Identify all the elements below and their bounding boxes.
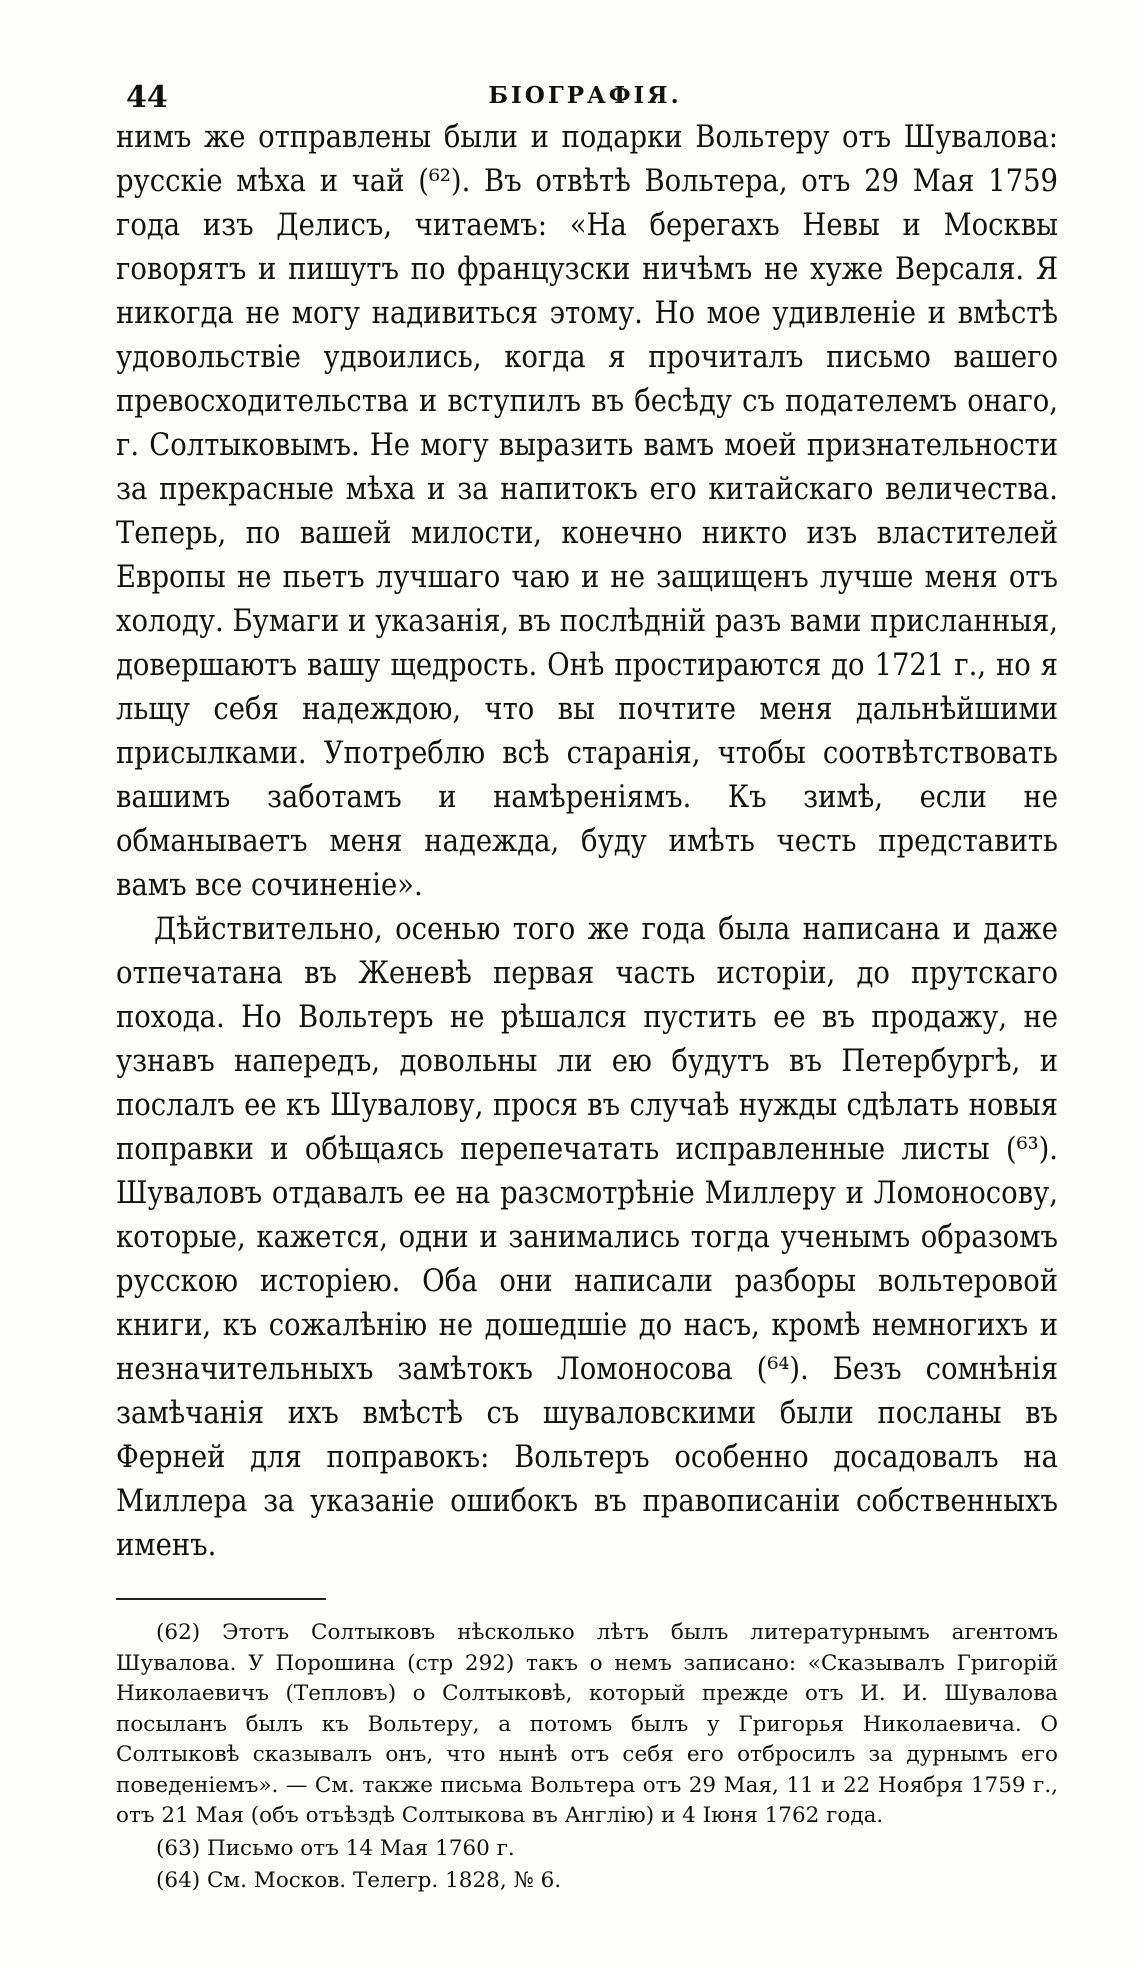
footnote-62: (62) Этотъ Солтыковъ нѣсколько лѣтъ былъ литературнымъ агентомъ Шувалова. У Порошина (стр 292) такъ о немъ записано: «Сказывалъ Григорій Николаевичъ (Тепловъ) о Солтыковѣ, который прежде отъ И. И. Шувалова посыланъ былъ къ Вольтеру, а потомъ былъ у Григорья Николаевича. О Солтыковѣ сказывалъ онъ, что нынѣ отъ себя его отбросилъ за дурнымъ его поведеніемъ». — См. также письма Вольтера отъ 29 Мая, 11 и 22 Ноября 1759 г., отъ 21 Мая (объ отъѣздѣ Солтыкова въ Англію) и 4 Іюня 1762 года. <box>116 1620 1058 1828</box>
footnote-separator <box>116 1598 326 1600</box>
footnote-64: (64) См. Москов. Телегр. 1828, № 6. <box>156 1868 562 1893</box>
main-text <box>112 116 1058 1568</box>
footnote-63: (63) Письмо отъ 14 Мая 1760 г. <box>156 1835 515 1861</box>
page-header <box>112 70 1058 116</box>
paragraph: Дѣйствительно, осенью того же года была написана и даже отпечатана въ Женевѣ первая часть исторіи, до прутскаго похода. Но Вольтеръ не рѣшался пустить ее въ продажу, не узнавъ напередъ, довольны ли ею будутъ въ Петербургѣ, и послалъ ее къ Шувалову, прося въ случаѣ нужды сдѣлать новыя поправки и обѣщаясь перепечатать исправленные листы (⁶³). Шуваловъ отдавалъ ее на разсмотрѣніе Миллеру и Ломоносову, которые, кажется, одни и занимались тогда ученымъ образомъ русскою исторіею. Оба они написали разборы вольтеровой книги, къ сожалѣнію не дошедшіе до насъ, кромѣ немногихъ и незначительныхъ замѣтокъ Ломоносова (⁶⁴). Безъ сомнѣнія замѣчанія ихъ вмѣстѣ съ шуваловскими были посланы въ Ферней для поправокъ: Вольтеръ особенно досадовалъ на Миллера за указаніе ошибокъ въ правописаніи собственныхъ именъ. <box>116 912 1058 1563</box>
footnotes <box>112 1618 1058 1897</box>
paragraph: нимъ же отправлены были и подарки Вольтеру отъ Шувалова: русскіе мѣха и чай (⁶²). Въ отвѣтѣ Вольтера, отъ 29 Мая 1759 года изъ Делисъ, читаемъ: «На берегахъ Невы и Москвы говорятъ и пишутъ по французски ничѣмъ не хуже Версаля. Я никогда не могу надивиться этому. Но мое удивленіе и вмѣстѣ удовольствіе удвоились, когда я прочиталъ письмо вашего превосходительства и вступилъ въ бесѣду съ подателемъ онаго, г. Солтыковымъ. Не могу выразить вамъ моей признательности за прекрасные мѣха и за напитокъ его китайскаго величества. Теперь, по вашей милости, конечно никто изъ властителей Европы не пьетъ лучшаго чаю и не защищенъ лучше меня отъ холоду. Бумаги и указанія, въ послѣдній разъ вами присланныя, довершаютъ вашу щедрость. Онѣ простираются до 1721 г., но я льщу себя надеждою, что вы почтите меня дальнѣйшими присылками. Употреблю всѣ старанія, чтобы соотвѣтствовать вашимъ заботамъ и намѣреніямъ. Къ зимѣ, если не обманываетъ меня надежда, буду имѣть честь представить вамъ все сочиненіе». <box>116 120 1058 903</box>
page-number: 44 <box>126 80 168 115</box>
running-title: БІОГРАФІЯ. <box>488 82 682 109</box>
